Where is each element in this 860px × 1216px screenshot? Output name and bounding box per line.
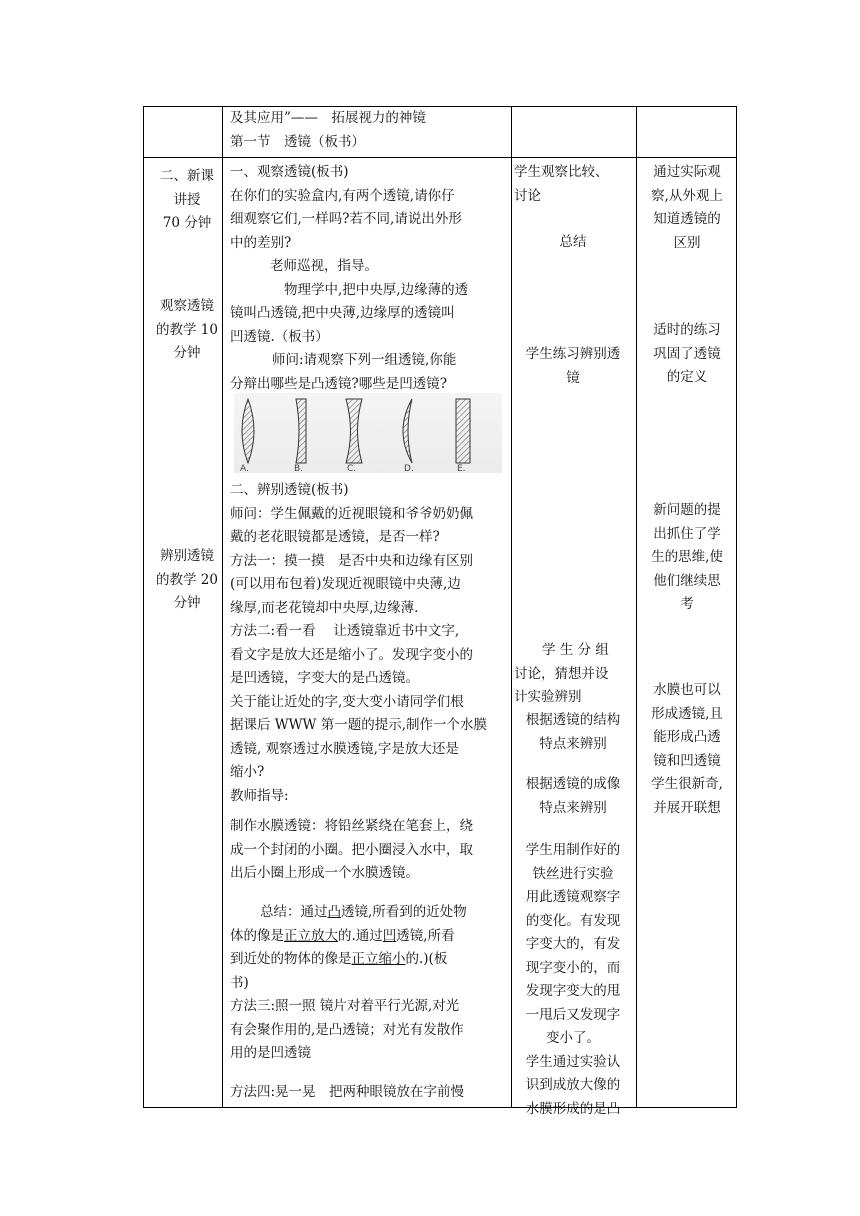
content-line: 镜叫凸透镜,把中央薄,边缘厚的透镜叫 <box>230 305 455 321</box>
lens-diagram <box>234 393 502 473</box>
content-line: 凹透镜.（板书） <box>230 328 329 345</box>
activity-line: 特点来辨别 <box>539 735 607 752</box>
note-line: 新问题的提 <box>653 502 721 518</box>
identify-content <box>230 479 506 808</box>
identify-heading: 二、辨别透镜(板书) <box>230 482 349 498</box>
lens-label-b: B. <box>294 464 304 473</box>
lens-label-d: D. <box>404 464 414 473</box>
note-line: 适时的练习 <box>653 322 721 338</box>
activity-line: 讨论，猜想并设 <box>514 665 609 682</box>
note-line: 考 <box>680 596 694 612</box>
content-line: 师问：学生佩戴的近视眼镜和爷爷奶奶佩 <box>230 505 473 522</box>
summary-text: 的.)(板 <box>405 951 448 967</box>
activity-line: 一甩后又发现字 <box>525 1006 621 1023</box>
activity-line: 学生通过实验认 <box>525 1053 621 1070</box>
content-line: 分辩出哪些是凸透镜?哪些是凹透镜? <box>230 375 447 392</box>
activity-line: 的变化。有发现 <box>525 912 621 929</box>
lens-label-c: C. <box>347 464 357 473</box>
content-line: 方法二:看一看 让透镜靠近书中文字, <box>230 623 460 639</box>
content-line: 看文字是放大还是缩小了。发现字变小的 <box>230 646 473 663</box>
summary-content <box>230 901 506 1066</box>
note-line: 察,从外观上 <box>651 187 723 204</box>
content-line: 方法四:晃一晃 把两种眼镜放在字前慢 <box>230 1084 465 1100</box>
activity-line: 学生观察比较、 <box>514 164 609 180</box>
student-activity-observe <box>514 161 632 208</box>
stage-line: 分钟 <box>173 345 201 361</box>
note-line: 通过实际观 <box>653 164 721 180</box>
stage-line: 观察透镜 <box>160 298 214 314</box>
activity-line: 字变大的，有发 <box>525 936 621 952</box>
student-activity-group <box>514 639 632 710</box>
stage-line: 的教学 10 <box>156 321 218 338</box>
note-line: 的定义 <box>666 369 708 385</box>
activity-line: 现字变小的，而 <box>525 959 621 976</box>
summary-line <box>230 948 506 972</box>
student-activity-practice <box>514 343 632 390</box>
note-line: 并展开联想 <box>653 799 721 816</box>
stage-observe <box>144 295 230 366</box>
header-row-text <box>230 107 506 154</box>
content-line: 关于能让近处的字,变大变小请同学们根 <box>230 693 464 710</box>
activity-line: 计实验辨别 <box>514 689 582 705</box>
activity-line: 水膜形成的是凸 <box>525 1100 621 1117</box>
activity-line: 总结 <box>559 234 587 250</box>
stage-line: 分钟 <box>173 595 201 611</box>
summary-text: 到近处的物体的像是 <box>230 951 352 967</box>
content-line: 教师指导: <box>230 787 289 804</box>
note-line: 出抓住了学 <box>653 525 721 542</box>
content-line: 出后小圈上形成一个水膜透镜。 <box>230 865 419 881</box>
activity-line: 变小了。 <box>546 1030 600 1046</box>
note-line: 水膜也可以 <box>653 682 721 698</box>
activity-line: 学 生 分 组 <box>542 642 609 658</box>
summary-underline: 正立缩小 <box>351 951 406 967</box>
stage-identify <box>144 545 230 616</box>
lens-b-shape <box>296 399 306 463</box>
note-line: 区别 <box>673 234 701 251</box>
note-line: 知道透镜的 <box>653 211 721 227</box>
content-line: 据课后 WWW 第一题的提示,制作一个水膜 <box>230 717 488 733</box>
summary-line <box>230 901 506 925</box>
activity-line: 用此透镜观察字 <box>525 889 621 905</box>
header-line: 第一节 透镜（板书） <box>230 133 365 150</box>
summary-text: 透镜,所看到的近处物 <box>341 904 467 920</box>
content-line: 方法一：摸一摸 是否中央和边缘有区别 <box>230 552 473 569</box>
content-line: 制作水膜透镜：将铅丝紧绕在笔套上，绕 <box>230 818 473 834</box>
activity-line: 根据透镜的结构 <box>525 712 621 728</box>
design-note-new-problem <box>640 499 734 617</box>
summary-underline: 凹 <box>382 927 397 944</box>
stage-line: 辨别透镜 <box>160 548 214 564</box>
lens-c-shape <box>346 399 362 463</box>
activity-line: 铁丝进行实验 <box>532 865 614 882</box>
design-note-practice <box>640 319 734 390</box>
note-line: 巩固了透镜 <box>653 345 721 362</box>
content-line: 缘厚,而老花镜却中央厚,边缘薄. <box>230 599 419 616</box>
content-line: 中的差别? <box>230 234 292 251</box>
content-line: 透镜, 观察透过水膜透镜,字是放大还是 <box>230 740 459 757</box>
note-line: 他们继续思 <box>653 572 721 589</box>
lens-figure <box>234 393 502 473</box>
activity-line: 根据透镜的成像 <box>525 776 621 792</box>
content-line: 有会聚作用的,是凸透镜；对光有发散作 <box>230 1021 464 1038</box>
note-line: 能形成凸透 <box>653 729 721 745</box>
stage-line: 讲授 <box>173 191 201 208</box>
note-line: 生的思维,使 <box>651 549 723 565</box>
teaching-content <box>230 161 506 396</box>
activity-line: 特点来辨别 <box>539 799 607 816</box>
column-divider-3 <box>636 107 637 1107</box>
note-line: 学生很新奇, <box>651 776 723 792</box>
observe-heading: 一、观察透镜(板书) <box>230 164 349 180</box>
content-line: (可以用布包着)发现近视眼镜中央薄,边 <box>230 576 461 592</box>
summary-line: 书) <box>230 974 249 991</box>
row-divider <box>144 157 736 158</box>
content-line: 师问:请观察下列一组透镜,你能 <box>272 352 457 368</box>
student-activity-structure <box>514 709 632 756</box>
content-line: 老师巡视，指导。 <box>270 258 378 274</box>
student-activity-summary <box>514 231 632 255</box>
content-line: 用的是凹透镜 <box>230 1045 311 1061</box>
lens-a-shape <box>242 399 254 463</box>
lens-e-shape <box>456 399 470 463</box>
summary-text: 体的像是 <box>230 927 284 944</box>
activity-line: 学生练习辨别透 <box>525 346 621 362</box>
lesson-plan-table <box>143 106 737 1117</box>
student-activity-image <box>514 773 632 820</box>
content-line: 是凹透镜，字变大的是凸透镜。 <box>230 670 419 686</box>
content-line: 成一个封闭的小圈。把小圈浸入水中，取 <box>230 841 473 858</box>
content-line: 在你们的实验盒内,有两个透镜,请你仔 <box>230 187 455 204</box>
stage-line: 的教学 20 <box>156 571 218 588</box>
activity-line: 讨论 <box>514 187 541 204</box>
summary-text: 透镜,所看 <box>396 927 455 944</box>
activity-line: 学生用制作好的 <box>525 842 621 858</box>
header-line: 及其应用”—— 拓展视力的神镜 <box>230 110 426 126</box>
lens-label-e: E. <box>457 464 466 473</box>
lens-label-a: A. <box>240 464 249 473</box>
content-line: 缩小? <box>230 764 265 780</box>
stage-line: 70 分钟 <box>162 215 212 231</box>
activity-line: 识到成放大像的 <box>525 1077 621 1093</box>
stage-intro <box>144 165 230 236</box>
column-divider-2 <box>511 107 512 1107</box>
note-line: 形成透镜,且 <box>651 705 723 722</box>
summary-underline: 正立放大 <box>284 927 338 944</box>
design-note-water-film <box>640 679 734 820</box>
stage-line: 二、新课 <box>160 168 214 184</box>
design-note-observe <box>640 161 734 255</box>
content-line: 戴的老花眼镜都是透镜，是否一样? <box>230 529 440 545</box>
summary-text: 的.通过 <box>338 927 383 944</box>
note-line: 镜和凹透镜 <box>653 752 721 769</box>
content-line: 细观察它们,一样吗?若不同,请说出外形 <box>230 211 462 227</box>
activity-line: 发现字变大的甩 <box>525 983 621 999</box>
content-line: 方法三:照一照 镜片对着平行光源,对光 <box>230 998 460 1014</box>
summary-text: 总结：通过 <box>260 904 328 920</box>
lens-d-shape <box>403 399 412 463</box>
make-lens-content <box>230 815 506 886</box>
summary-underline: 凸 <box>327 904 341 920</box>
method4-content <box>230 1081 506 1105</box>
student-activity-experiment <box>514 839 632 1121</box>
activity-line: 镜 <box>566 369 580 386</box>
summary-line <box>230 925 506 949</box>
content-line: 物理学中,把中央厚,边缘薄的透 <box>284 281 469 298</box>
